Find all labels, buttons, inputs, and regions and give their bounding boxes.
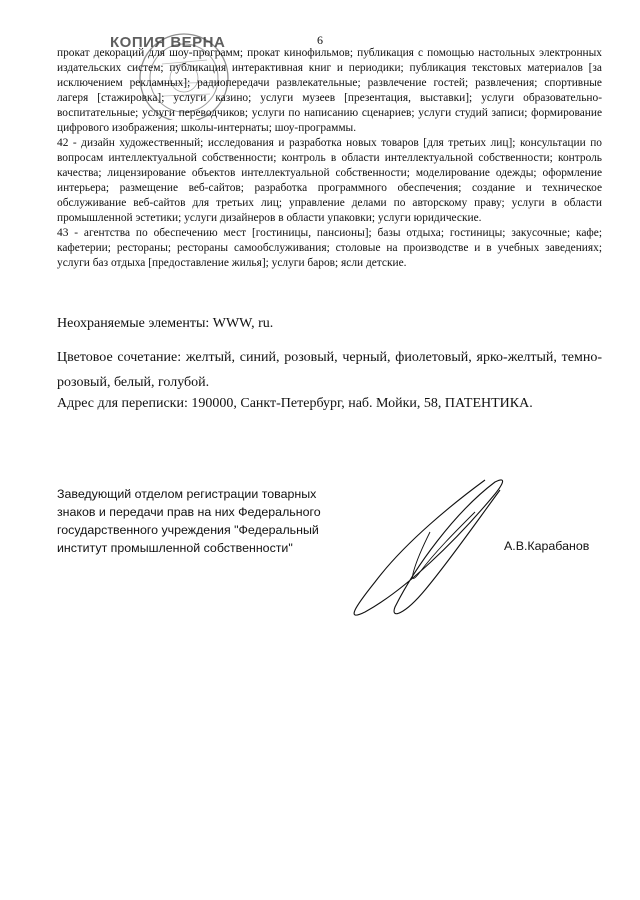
page-number: 6 xyxy=(317,33,323,47)
handwritten-signature xyxy=(335,472,510,624)
unprotected-elements: Неохраняемые элементы: WWW, ru. xyxy=(57,316,274,331)
services-class-43: 43 - агентства по обеспечению мест [гостиницы, пансионы]; базы отдыха; гостиницы; закусочные; кафе; кафетерии; рестораны; рестораны самообслуживания; столовые на производстве и в учебных заведениях; услуги баз отдыха [предоставление жилья]; услуги баров; ясли детские. xyxy=(57,227,602,269)
services-class-41-continued: прокат декораций для шоу-программ; прокат кинофильмов; публикация с помощью настольных электронных издательских систем; публикация интерактивная книг и периодики; публикация текстовых материалов [за исключением рекламных]; радиопередачи развлекательные; развлечение гостей; развлечения; спортивные лагеря [стажировка]; услуги казино; услуги музеев [презентация, выставки]; услуги образовательно-воспитательные; услуги переводчиков; услуги по написанию сценариев; услуги студий записи; формирование цифрового изображения; школы-интернаты; шоу-программы. xyxy=(57,47,602,134)
stamp-title: КОПИЯ ВЕРНА xyxy=(110,34,226,51)
correspondence-address: Адрес для переписки: 190000, Санкт-Петербург, наб. Мойки, 58, ПАТЕНТИКА. xyxy=(57,396,533,411)
color-combination: Цветовое сочетание: желтый, синий, розовый, черный, фиолетовый, ярко-желтый, темно-розовый, белый, голубой. xyxy=(57,350,602,390)
signer-position: Заведующий отделом регистрации товарных знаков и передачи прав на них Федерального государственного учреждения "Федеральный институт промышленной собственности" xyxy=(57,487,321,555)
signer-name: А.В.Карабанов xyxy=(504,539,590,553)
services-class-42: 42 - дизайн художественный; исследования и разработка новых товаров [для третьих лиц]; консультации по вопросам интеллектуальной собственности; контроль в области интеллектуальной собственности; контроль качества; лицензирование объектов интеллектуальной собственности; моделирование одежды; оформление интерьера; размещение веб-сайтов; разработка программного обеспечения; создание и техническое обслуживание веб-сайтов для третьих лиц; управление делами по авторскому праву; услуги в области промышленной эстетики; услуги дизайнеров в области упаковки; услуги юридические. xyxy=(57,137,602,224)
services-list xyxy=(57,46,602,271)
